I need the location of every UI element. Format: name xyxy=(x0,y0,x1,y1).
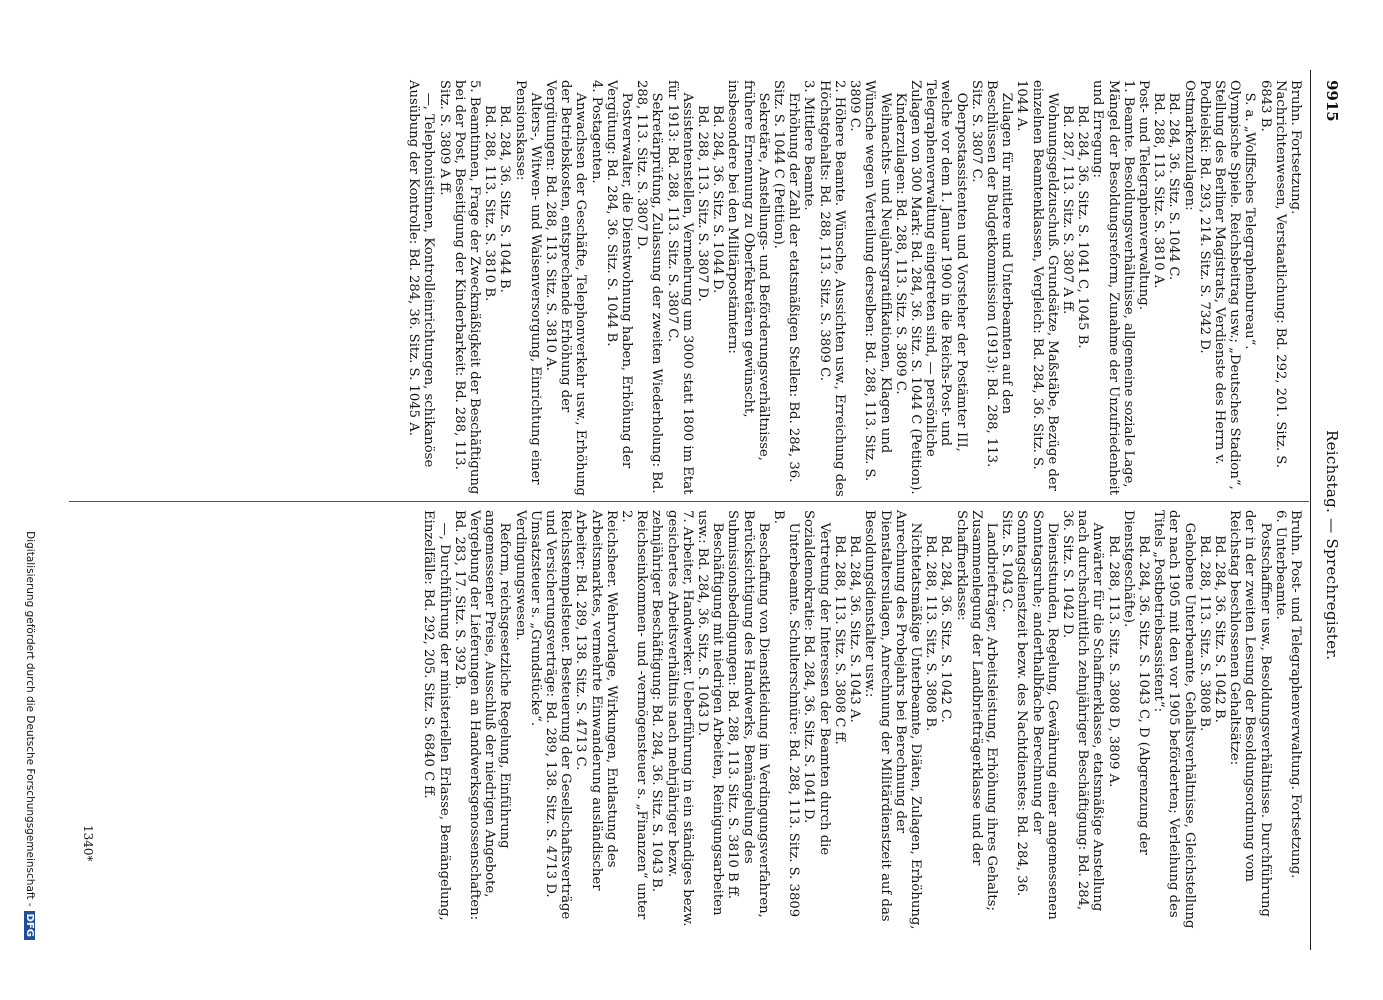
digitization-text: Digitalisierung gefördert durch die Deutsche Forschungsgemeinschaft - xyxy=(24,531,36,907)
digitization-note xyxy=(24,60,36,940)
left-column-text: Bruhn. Fortsetzung. Nachrichtenwesen, Verstaatlichung: Bd. 292, 201. Sitz. S. 6843 B. S. a. „Wolffsches Telegraphenbureau“. Olympische Spiele. Reichsbeitrag usw.; „Deutsches Stadion“, Stellung des Berliner Magistrats, Verdienste des Herrn v. Podbielski: Bd. 293, 214. Sitz. S. 7342 D. Ostmarkenzulagen: Bd. 284, 36. Sitz. S. 1044 C. Bd. 288, 113. Sitz. S. 3810 A. Post- und Telegraphenverwaltung. 1. Beamte. Besoldungsverhältnisse, allgemeine soziale Lage, Mängel der Besoldungsreform, Zunahme der Unzufriedenheit und Erregung: Bd. 284, 36. Sitz. S. 1041 C, 1045 B. Bd. 287, 113. Sitz. S. 3807 A ff. Wohnungsgeldzuschuß. Grundsätze, Maßstäbe, Bezüge der einzelnen Beamtenklassen, Vergleich: Bd. 284, 36. Sitz. S. 1044 A. Zulagen für mittlere und Unterbeamten auf den Beschlüssen der Budgetkommission (1913): Bd. 288, 113. Sitz. S. 3807 C. Oberpostassistenten und Vorsteher der Postämter III, welche vor dem 1. Januar 1900 in die Reichs-Post- und Telegraphenverwaltung eingetreten sind, — persönliche Zulagen von 300 Mark: Bd. 284, 36. Sitz. S. 1044 C (Petition). Kinderzulagen: Bd. 288, 113. Sitz. S. 3809 C. Weihnachts- und Neujahrsgratifikationen, Klagen und Wünsche wegen Verteilung derselben: Bd. 288, 113. Sitz. S. 3809 C. 2. Höhere Beamte. Wünsche, Aussichten usw., Erreichung des Höchstgehalts: Bd. 288, 113. Sitz. S. 3809 C. 3. Mittlere Beamte. Erhöhung der Zahl der etatsmäßigen Stellen: Bd. 284, 36. Sitz. S. 1044 C (Petition). Sekretäre, Anstellungs- und Beförderungsverhältnisse, frühere Ernennung zu Oberfekretären gewünscht, insbesondere bei den Militärpostämtern: Bd. 284, 36. Sitz. S. 1044 D. Bd. 288, 113. Sitz. S. 3807 D. Assistentenstellen, Vermehrung um 3000 statt 1800 im Etat für 1913: Bd. 288, 113. Sitz. S. 3807 C. Sekretärprüfung, Zulassung der zweiten Wiederholung: Bd. 288, 113. Sitz. S. 3807 D. Postverwalter, die Dienstwohnung haben, Erhöhung der Vergütung: Bd. 284, 36. Sitz. S. 1044 B. 4. Postagenten. Anwachsen der Geschäfte, Telephonverkehr usw., Erhöhung der Betriebskosten, entsprechende Erhöhung der Vergütungen: Bd. 288, 113. Sitz. S. 3810 A. Alters-, Witwen- und Waisenversorgung, Einrichtung einer Pensionskasse: Bd. 284, 36. Sitz. S. 1044 B. Bd. 288, 113. Sitz. S. 3810 B. 5. Beamtinnen, Frage der Zweckmäßigkeit der Beschäftigung bei der Post, Beseitigung der Kinderbarkeit: Bd. 288, 113. Sitz. S. 3809 A ff. —, Telephonistinnen, Kontrolleinrichtungen, schikanöse Ausübung der Kontrolle: Bd. 284, 36. Sitz. S. 1045 A. xyxy=(406,80,1303,497)
running-title: Reichstag. — Sprechregister. xyxy=(1323,430,1341,661)
dfg-logo: DFG xyxy=(24,911,35,940)
right-column-text: Bruhn. Post- und Telegraphenverwaltung. Fortsetzung. 6. Unterbeamte. Postschaffner usw., Besoldungsverhältnisse. Durchführung der in der zweiten Lesung der Besoldungsordnung vom Reichstag beschlossenen Gehaltsätze: Bd. 284, 36. Sitz. S. 1042 B. Bd. 288, 113. Sitz. S. 3808 B. Gehobene Unterbeamte, Gehaltsverhältnisse, Gleichstellung der nach 1905 mit den vor 1905 beförderten; Verleihung des Titels „Postbetriebsassistent“: Bd. 284, 36. Sitz. S. 1043 C, D (Abgrenzung der Dienstgeschäfte). Bd. 288, 113. Sitz. S. 3808 D, 3809 A. Anwärter für die Schaffnerklasse, etatsmäßige Anstellung nach durchschnittlich zehnjähriger Beschäftigung: Bd. 284, 36. Sitz. S. 1042 D. Dienststunden, Regelung, Gewährung einer angemessenen Sonntagsruhe; anderthalbfache Berechnung der Sonntagsdienstzeit bezw. des Nachtdienstes: Bd. 284, 36. Sitz. S. 1043 C. Landbriefträger, Arbeitsleistung, Erhöhung ihres Gehalts; Zusammenlegung der Landbriefträgerklasse und der Schaffnerklasse: Bd. 284, 36. Sitz. S. 1042 C. Bd. 288, 113. Sitz. S. 3808 B. Nichtetatsmäßige Unterbeamte, Diäten, Zulagen, Erhöhung, Anrechnung des Probejahrs bei Berechnung der Dienstaltersulagen, Anrechnung der Militärdienstzeit auf das Besoldungsdienstalter usw.: Bd. 284, 36. Sitz. S. 1043 A. Bd. 288, 113. Sitz. S. 3808 C ff. Vertretung der Interessen der Beamten durch die Sozialdemokratie: Bd. 284, 36. Sitz. S. 1041 D. Unterbeamte. Schulterschnüre: Bd. 288, 113. Sitz. S. 3809 B. Beschaffung von Dienstkleidung im Verdingungsverfahren, Berücksichtigung des Handwerks, Bemängelung des Submissionsbedingungen: Bd. 288, 113. Sitz. S. 3810 B ff. Beschäftigung mit niedrigen Arbeiten, Reinigungsarbeiten usw.: Bd. 284, 36. Sitz. S. 1043 D. 7. Arbeiter, Handwerker. Ueberführung in ein ständiges bezw. gesichertes Arbeitsverhältnis nach mehrjähriger bezw. zehnjähriger Beschäftigung: Bd. 284, 36. Sitz. S. 1043 B. Reichseinkommen- und -vermögensteuer s. „Finanzen“ unter 2. Reichsheer. Wehrvorlage, Wirkungen, Entlastung des Arbeitsmarktes, vermehrte Einwanderung ausländischer Arbeiter: Bd. 289, 138. Sitz. S. 4713 C. Reichsstempelsteuer. Besteuerung der Gesellschaftsverträge und Versicherungsverträge: Bd. 289, 138. Sitz. S. 4713 D. Umsatzsteuer s. „Grundstücke“. Verdingungswesen. Reform, reichsgesetzliche Regelung, Einführung angemessener Preise, Ausschluß der niedrigen Angebote, Vergebung der Lieferungen an Handwerksgenossenschaften: Bd. 283, 17. Sitz. S. 392 B. —, Durchführung der ministeriellen Erlasse, Bemängelung, Einzelfälle: Bd. 292, 205. Sitz. S. 6840 C ff. xyxy=(421,510,1303,930)
page-header xyxy=(1317,55,1343,955)
header-rule xyxy=(1310,70,1311,950)
page-number: 9915 xyxy=(1323,80,1341,122)
footer-number: 1340* xyxy=(81,825,95,862)
column-divider xyxy=(69,501,1309,502)
